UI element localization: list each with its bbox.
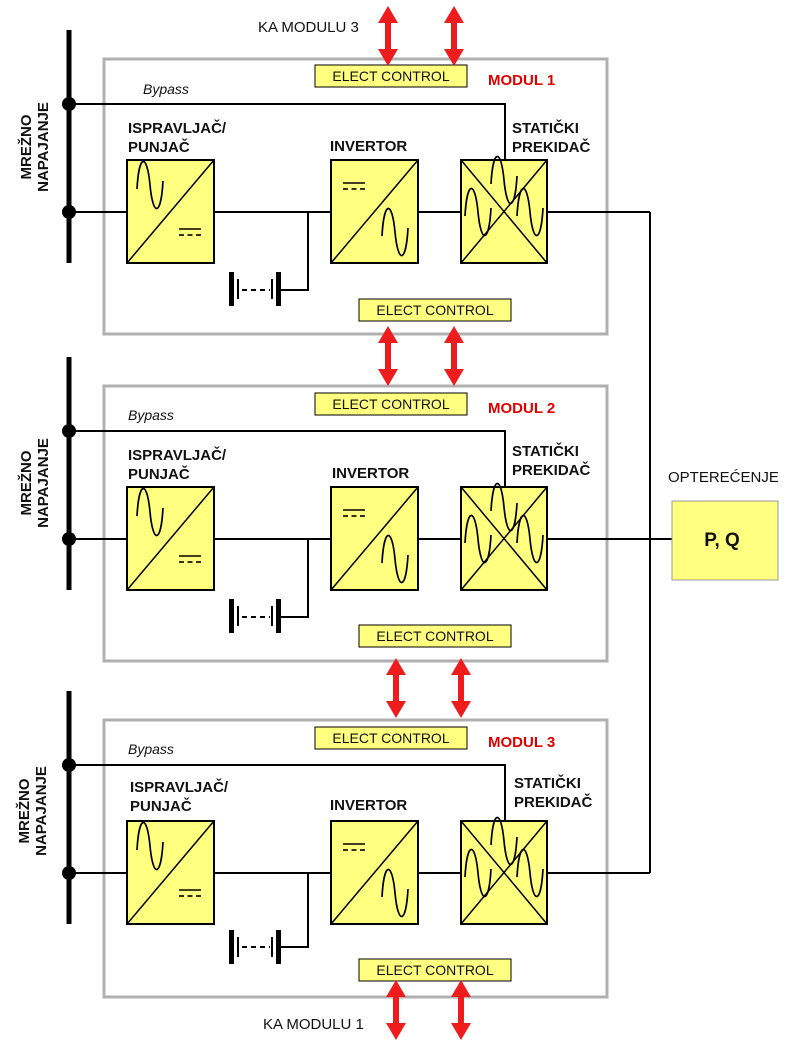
switch-label-line-2: PREKIDAČ <box>512 462 591 479</box>
rectifier-block <box>127 821 214 924</box>
elect-control-bottom <box>359 625 511 647</box>
bidirectional-arrow-icon <box>444 6 464 66</box>
switch-label-line-1: STATIČKI <box>512 443 579 460</box>
switch-label-line-1: STATIČKI <box>512 120 579 137</box>
svg-text:ELECT CONTROL: ELECT CONTROL <box>376 302 494 318</box>
elect-control-bottom <box>359 959 511 981</box>
module-name: MODUL 1 <box>488 72 556 89</box>
elect-control-bottom <box>359 299 511 321</box>
battery-icon <box>229 272 281 306</box>
inverter-label: INVERTOR <box>330 797 408 814</box>
bidirectional-arrow-icon <box>378 6 398 66</box>
inverter-label: INVERTOR <box>332 465 410 482</box>
module-2 <box>17 357 650 661</box>
static-switch-block <box>461 817 547 924</box>
elect-control-top <box>315 393 467 415</box>
battery-icon <box>229 599 281 633</box>
svg-text:ELECT CONTROL: ELECT CONTROL <box>376 962 494 978</box>
mains-label-line-1: MREŽNO <box>18 114 35 180</box>
switch-label-line-2: PREKIDAČ <box>514 794 593 811</box>
svg-text:ELECT CONTROL: ELECT CONTROL <box>332 730 450 746</box>
bidirectional-arrow-icon <box>451 980 471 1040</box>
static-switch-block <box>461 483 547 590</box>
link-bottom-label: KA MODULU 1 <box>263 1016 364 1033</box>
inverter-block <box>331 487 418 590</box>
mains-label-line-2: NAPAJANJE <box>35 102 52 192</box>
bypass-label: Bypass <box>143 81 189 97</box>
module-name: MODUL 2 <box>488 400 556 417</box>
mains-label-line-1: MREŽNO <box>16 778 33 844</box>
load-value: P, Q <box>704 530 740 551</box>
bidirectional-arrow-icon <box>451 658 471 718</box>
bidirectional-arrow-icon <box>386 980 406 1040</box>
svg-text:ELECT CONTROL: ELECT CONTROL <box>332 396 450 412</box>
link-top-label: KA MODULU 3 <box>258 19 359 36</box>
switch-label-line-1: STATIČKI <box>514 775 581 792</box>
inverter-label: INVERTOR <box>330 138 408 155</box>
switch-label-line-2: PREKIDAČ <box>512 139 591 156</box>
bypass-label: Bypass <box>128 741 174 757</box>
module-3 <box>15 691 650 997</box>
inverter-block <box>331 160 418 263</box>
inverter-block <box>331 821 418 924</box>
elect-control-top <box>315 65 467 87</box>
rectifier-label-line-1: ISPRAVLJAČ/ <box>128 447 227 464</box>
module-name: MODUL 3 <box>488 734 556 751</box>
static-switch-block <box>461 156 547 263</box>
rectifier-label-line-2: PUNJAČ <box>130 798 192 815</box>
rectifier-block <box>127 487 214 590</box>
battery-icon <box>229 930 281 964</box>
rectifier-label-line-1: ISPRAVLJAČ/ <box>128 120 227 137</box>
load-block <box>672 501 778 580</box>
bypass-label: Bypass <box>128 407 174 423</box>
bidirectional-arrow-icon <box>386 658 406 718</box>
rectifier-label-line-1: ISPRAVLJAČ/ <box>130 779 229 796</box>
rectifier-label-line-2: PUNJAČ <box>128 139 190 156</box>
rectifier-label-line-2: PUNJAČ <box>128 466 190 483</box>
mains-label-line-1: MREŽNO <box>18 450 35 516</box>
load-label: OPTEREĆENJE <box>668 469 779 486</box>
elect-control-top <box>315 727 467 749</box>
mains-label-line-2: NAPAJANJE <box>35 438 52 528</box>
mains-label-line-2: NAPAJANJE <box>33 766 50 856</box>
svg-text:ELECT CONTROL: ELECT CONTROL <box>376 628 494 644</box>
svg-text:ELECT CONTROL: ELECT CONTROL <box>332 68 450 84</box>
module-1 <box>17 30 650 334</box>
rectifier-block <box>127 160 214 263</box>
